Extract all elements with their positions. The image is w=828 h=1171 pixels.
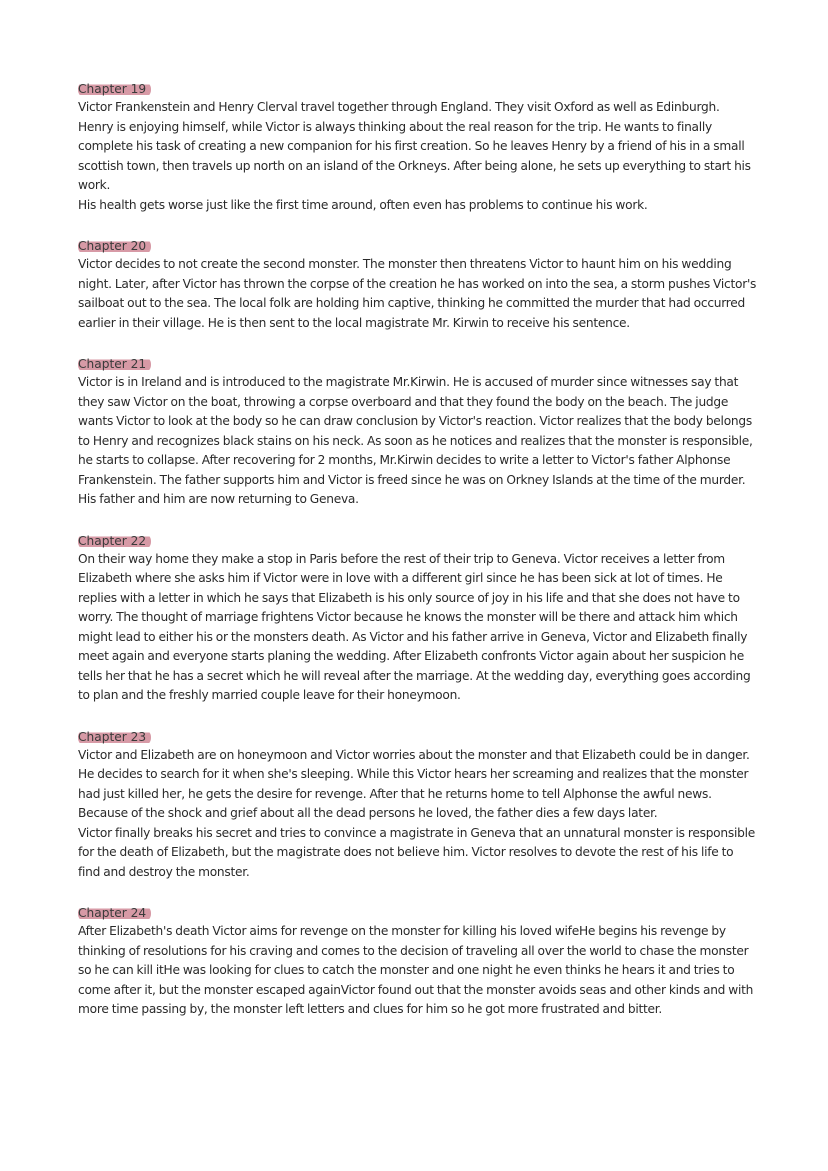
chapter-paragraph: Victor Frankenstein and Henry Clerval travel together through England. They visit Oxford as well as Edinburgh. Henry is enjoying himself, while Victor is always thinking about the real reason for the trip. He wants to finally complete his task of creating a new companion for his first creation. So he leaves Henry by a friend of his in a small scottish town, then travels up north on an island of the Orkneys. After being alone, he sets up everything to start his work. — [78, 100, 751, 192]
chapter-heading: Chapter 23 — [78, 729, 151, 746]
chapter-21-section — [78, 353, 758, 510]
chapter-paragraph: Victor and Elizabeth are on honeymoon and Victor worries about the monster and that Elizabeth could be in danger. He decides to search for it when she's sleeping. While this Victor hears her screaming and realizes that the monster had just killed her, he gets the desire for revenge. After that he returns home to tell Alphonse the awful news. Because of the shock and grief about all the dead persons he loved, the father dies a few days later. — [78, 747, 750, 820]
chapter-heading: Chapter 21 — [78, 356, 151, 373]
chapter-paragraph: His health gets worse just like the first time around, often even has problems to continue his work. — [78, 197, 648, 212]
chapter-23-section — [78, 726, 758, 883]
chapter-paragraph: Victor finally breaks his secret and tries to convince a magistrate in Geneva that an unnatural monster is responsible for the death of Elizabeth, but the magistrate does not believe him. Victor resolves to devote the rest of his life to find and destroy the monster. — [78, 825, 755, 879]
chapter-paragraph: After Elizabeth's death Victor aims for revenge on the monster for killing his loved wifeHe begins his revenge by thinking of resolutions for his craving and comes to the decision of traveling all over the world to chase the monster so he can kill itHe was looking for clues to catch the monster and one night he even thinks he hears it and tries to come after it, but the monster escaped againVictor found out that the monster avoids seas and other kinds and with more time passing by, the monster left letters and clues for him so he got more frustrated and bitter. — [78, 924, 754, 1016]
chapter-heading: Chapter 22 — [78, 533, 151, 550]
chapter-heading: Chapter 20 — [78, 238, 151, 255]
chapter-paragraph: On their way home they make a stop in Paris before the rest of their trip to Geneva. Victor receives a letter from Elizabeth where she asks him if Victor were in love with a different girl since he has been sick at lot of times. He replies with a letter in which he says that Elizabeth is his only source of joy in his life and that she does not have to worry. The thought of marriage frightens Victor because he knows the monster will be there and attack him which might lead to either his or the monsters death. As Victor and his father arrive in Geneva, Victor and Elizabeth finally meet again and everyone starts planing the wedding. After Elizabeth confronts Victor again about her suspicion he tells her that he has a secret which he will reveal after the marriage. At the wedding day, everything goes according to plan and the freshly married couple leave for their honeymoon. — [78, 551, 751, 702]
chapter-paragraph: Victor decides to not create the second monster. The monster then threatens Victor to haunt him on his wedding night. Later, after Victor has thrown the corpse of the creation he has worked on into the sea, a storm pushes Victor's sailboat out to the sea. The local folk are holding him captive, thinking he committed the murder that had occurred earlier in their village. He is then sent to the local magistrate Mr. Kirwin to receive his sentence. — [78, 257, 757, 330]
chapter-paragraph: Victor is in Ireland and is introduced to the magistrate Mr.Kirwin. He is accused of murder since witnesses say that they saw Victor on the boat, throwing a corpse overboard and that they found the body on the beach. The judge wants Victor to look at the body so he can draw conclusion by Victor's reaction. Victor realizes that the body belongs to Henry and recognizes black stains on his neck. As soon as he notices and realizes that the monster is responsible, he starts to collapse. After recovering for 2 months, Mr.Kirwin decides to write a letter to Victor's father Alphonse Frankenstein. The father supports him and Victor is freed since he was on Orkney Islands at the time of the murder. His father and him are now returning to Geneva. — [78, 375, 753, 506]
chapter-22-section — [78, 530, 758, 706]
chapter-19-section — [78, 78, 758, 215]
chapter-24-section — [78, 902, 758, 1020]
chapter-heading: Chapter 24 — [78, 905, 151, 922]
chapter-20-section — [78, 235, 758, 333]
chapter-heading: Chapter 19 — [78, 81, 151, 98]
